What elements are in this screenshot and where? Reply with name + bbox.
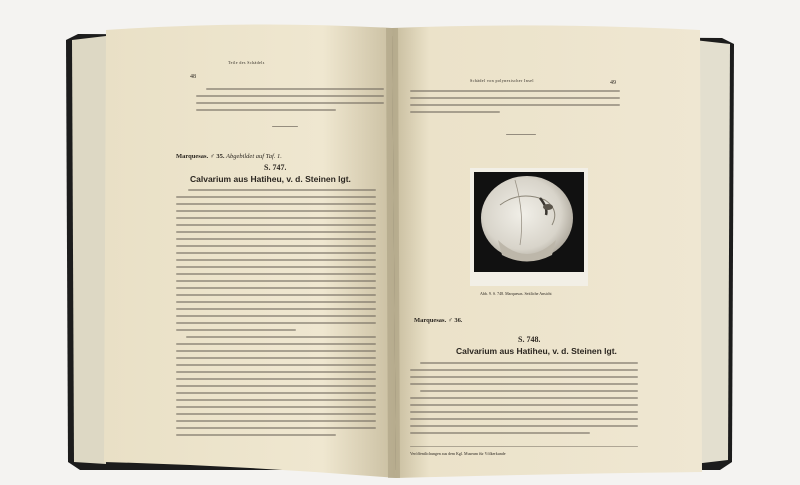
text-line xyxy=(176,343,376,345)
text-line xyxy=(196,109,336,111)
text-line xyxy=(410,104,620,106)
text-line xyxy=(420,390,638,392)
text-line xyxy=(410,383,638,385)
text-line xyxy=(206,88,384,90)
text-line xyxy=(176,217,376,219)
text-line xyxy=(176,357,376,359)
text-line xyxy=(186,336,376,338)
left-entry-title: Calvarium aus Hatiheu, v. d. Steinen lgt. xyxy=(190,174,351,184)
right-entry-heading-label: Marquesas. ♂ 36. xyxy=(414,317,463,324)
text-line xyxy=(176,203,376,205)
text-line xyxy=(176,273,376,275)
text-line xyxy=(176,294,376,296)
text-line xyxy=(176,378,376,380)
text-line xyxy=(176,308,376,310)
text-line xyxy=(410,397,638,399)
text-line xyxy=(176,259,376,261)
left-page-edge xyxy=(72,36,106,464)
left-entry-heading-label: Marquesas. ♂ 35. xyxy=(176,153,225,160)
text-line xyxy=(176,252,376,254)
text-line xyxy=(176,413,376,415)
right-page-footer: Veröffentlichungen aus dem Kgl. Museum für Völkerkunde xyxy=(410,451,506,456)
text-line xyxy=(176,385,376,387)
text-line xyxy=(176,224,376,226)
right-entry-title: Calvarium aus Hatiheu, v. d. Steinen lgt. xyxy=(456,346,617,356)
text-line xyxy=(176,406,376,408)
footer-rule xyxy=(410,446,638,447)
text-line xyxy=(410,404,638,406)
text-line xyxy=(410,111,500,113)
section-divider xyxy=(506,134,536,135)
text-line xyxy=(196,102,384,104)
right-entry-heading xyxy=(414,317,462,324)
text-line xyxy=(420,362,638,364)
right-entry-number: S. 748. xyxy=(518,335,541,344)
text-line xyxy=(176,280,376,282)
left-entry-heading xyxy=(176,153,282,160)
text-line xyxy=(176,350,376,352)
text-line xyxy=(176,266,376,268)
text-line xyxy=(176,231,376,233)
left-page-folio: 48 xyxy=(190,74,196,80)
text-line xyxy=(176,245,376,247)
left-entry-number: S. 747. xyxy=(264,163,287,172)
left-entry-plate-ref: Abgebildet auf Taf. 1. xyxy=(225,153,282,160)
text-line xyxy=(410,376,638,378)
left-page-header: Teile des Schädels xyxy=(228,60,265,65)
text-line xyxy=(176,399,376,401)
text-line xyxy=(176,329,296,331)
text-line xyxy=(176,301,376,303)
text-line xyxy=(410,97,620,99)
text-line xyxy=(410,411,638,413)
text-line xyxy=(176,427,376,429)
text-line xyxy=(176,322,376,324)
text-line xyxy=(176,371,376,373)
section-divider xyxy=(272,126,298,127)
text-line xyxy=(176,287,376,289)
text-line xyxy=(410,432,590,434)
text-line xyxy=(188,189,376,191)
right-page-header: Schädel von polynesischer Insel xyxy=(470,78,534,83)
text-line xyxy=(410,418,638,420)
text-line xyxy=(410,90,620,92)
right-page-folio: 49 xyxy=(610,80,616,86)
photo-caption: Abb. 9. S. 748. Marquesas. Seitliche Ansicht xyxy=(480,291,552,296)
text-line xyxy=(176,315,376,317)
text-line xyxy=(196,95,384,97)
gutter-shadow xyxy=(386,28,400,478)
text-line xyxy=(176,238,376,240)
text-line xyxy=(176,434,336,436)
text-line xyxy=(176,196,376,198)
text-line xyxy=(176,364,376,366)
text-line xyxy=(410,425,638,427)
text-line xyxy=(410,369,638,371)
text-line xyxy=(176,392,376,394)
text-line xyxy=(176,420,376,422)
text-line xyxy=(176,210,376,212)
